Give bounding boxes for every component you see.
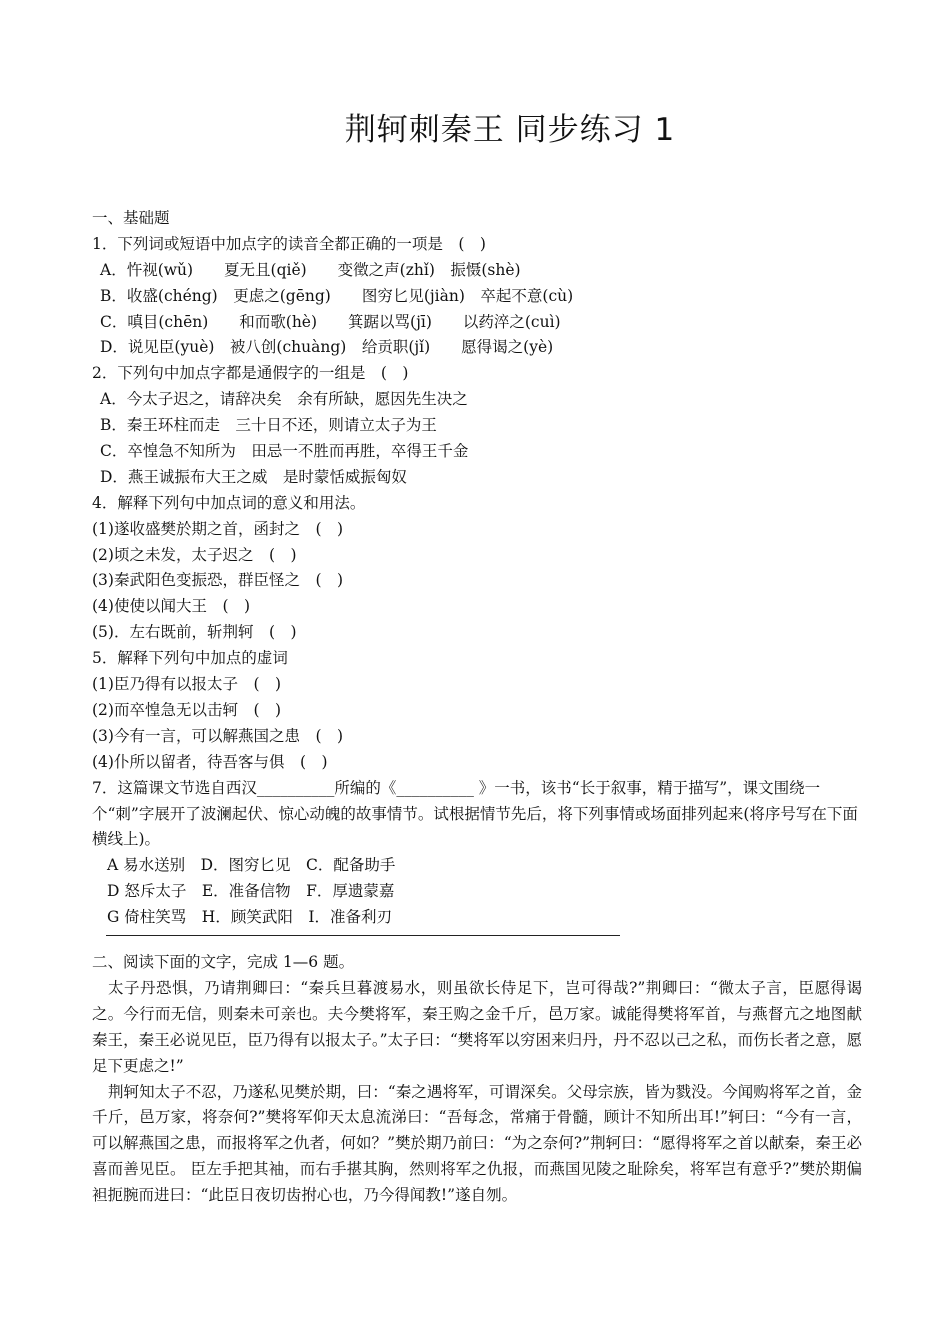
- text-line: C．卒惶急不知所为 田忌一不胜而再胜，卒得王千金: [100, 442, 469, 461]
- text-line: A．忤视(wǔ) 夏无且(qiě) 变徵之声(zhǐ) 振慑(shè): [100, 260, 521, 279]
- reading-paragraph-1: 太子丹恐惧，乃请荆卿曰：“秦兵旦暮渡易水，则虽欲长侍足下，岂可得哉?”荆卿曰：“微太子言，臣愿得谒之。今行而无信，则秦未可亲也。夫今樊将军，秦王购之金千斤，邑万家。诚能得樊将军首，与燕督亢之地图献秦王，秦王必说见臣，臣乃得有以报太子。”太子曰：“樊将军以穷困来归丹，丹不忍以己之私，而伤长者之意，愿足下更虑之!”: [92, 978, 862, 1075]
- text-line: 4．解释下列句中加点词的意义和用法。: [92, 493, 366, 512]
- text-line: 2．下列句中加点字都是通假字的一组是 ( ): [92, 364, 409, 383]
- text-line: (5)．左右既前，斩荆轲 ( ): [92, 623, 297, 642]
- question-7: 7．这篇课文节选自西汉__________所编的《__________ 》一书，该书“长于叙事，精于描写”，课文围绕一个“刺”字展开了波澜起伏、惊心动魄的故事情节。试根据情节先后，将下列事情或场面排列起来(将序号写在下面横线上)。: [92, 778, 858, 849]
- text-line: 1．下列词或短语中加点字的读音全都正确的一项是 ( ): [92, 234, 486, 253]
- text-line: D．燕王诚振布大王之威 是时蒙恬威振匈奴: [100, 467, 407, 486]
- text-line: (4)使使以闻大王 ( ): [92, 597, 251, 616]
- text-line: (1)臣乃得有以报太子 ( ): [92, 675, 282, 694]
- text-line: A．今太子迟之，请辞决矣 余有所缺，愿因先生决之: [100, 390, 468, 409]
- text-line: C．嗔目(chēn) 和而歌(hè) 箕踞以骂(jī) 以药淬之(cuì): [100, 312, 561, 331]
- text-line: D．说见臣(yuè) 被八创(chuàng) 给贡职(jǐ) 愿得谒之(yè): [100, 338, 554, 357]
- reading-paragraph-2: 荆轲知太子不忍，乃遂私见樊於期，曰：“秦之遇将军，可谓深矣。父母宗族，皆为戮没。今闻购将军之首，金千斤，邑万家，将奈何?”樊将军仰天太息流涕曰：“吾每念，常痛于骨髓，顾计不知所出耳!”轲曰：“今有一言，可以解燕国之患，而报将军之仇者，何如？”樊於期乃前曰：“为之奈何?”荆轲曰：“愿得将军之首以献秦，秦王必喜而善见臣。 臣左手把其袖，而右手揕其胸，然则将军之仇报，而燕国见陵之耻除矣，将军岂有意乎?”樊於期偏袒扼腕而进曰：“此臣日夜切齿拊心也，乃今得闻教!”遂自刎。: [92, 1082, 862, 1205]
- text-line: B．收盛(chéng) 更虑之(gēng) 图穷匕见(jiàn) 卒起不意(cù): [100, 286, 574, 305]
- question-list: [92, 206, 862, 776]
- text-line: (4)仆所以留者，待吾客与俱 ( ): [92, 752, 328, 771]
- answer-line[interactable]: [106, 935, 620, 950]
- text-line: 一、基础题: [92, 209, 170, 227]
- text-line: (3)今有一言，可以解燕国之患 ( ): [92, 726, 344, 745]
- text-line: (2)而卒惶急无以击轲 ( ): [92, 700, 282, 719]
- text-line: 5．解释下列句中加点的虚词: [92, 649, 288, 668]
- text-line: (1)遂收盛樊於期之首，函封之 ( ): [92, 519, 344, 538]
- option-row: D 怒斥太子 E．准备信物 F．厚遗蒙嘉: [107, 882, 395, 901]
- text-line: (3)秦武阳色变振恐，群臣怪之 ( ): [92, 571, 344, 590]
- text-line: (2)顷之未发，太子迟之 ( ): [92, 545, 297, 564]
- page-title: 荆轲刺秦王 同步练习 1: [344, 112, 676, 148]
- section-2-heading: 二、阅读下面的文字，完成 1—6 题。: [92, 952, 355, 971]
- text-line: B．秦王环柱而走 三十日不还，则请立太子为王: [100, 416, 437, 435]
- event-options: [92, 853, 862, 931]
- option-row: G 倚柱笑骂 H．顾笑武阳 I．准备利刃: [107, 908, 392, 927]
- option-row: A 易水送别 D．图穷匕见 C．配备助手: [107, 856, 396, 875]
- document-body: [92, 206, 862, 1209]
